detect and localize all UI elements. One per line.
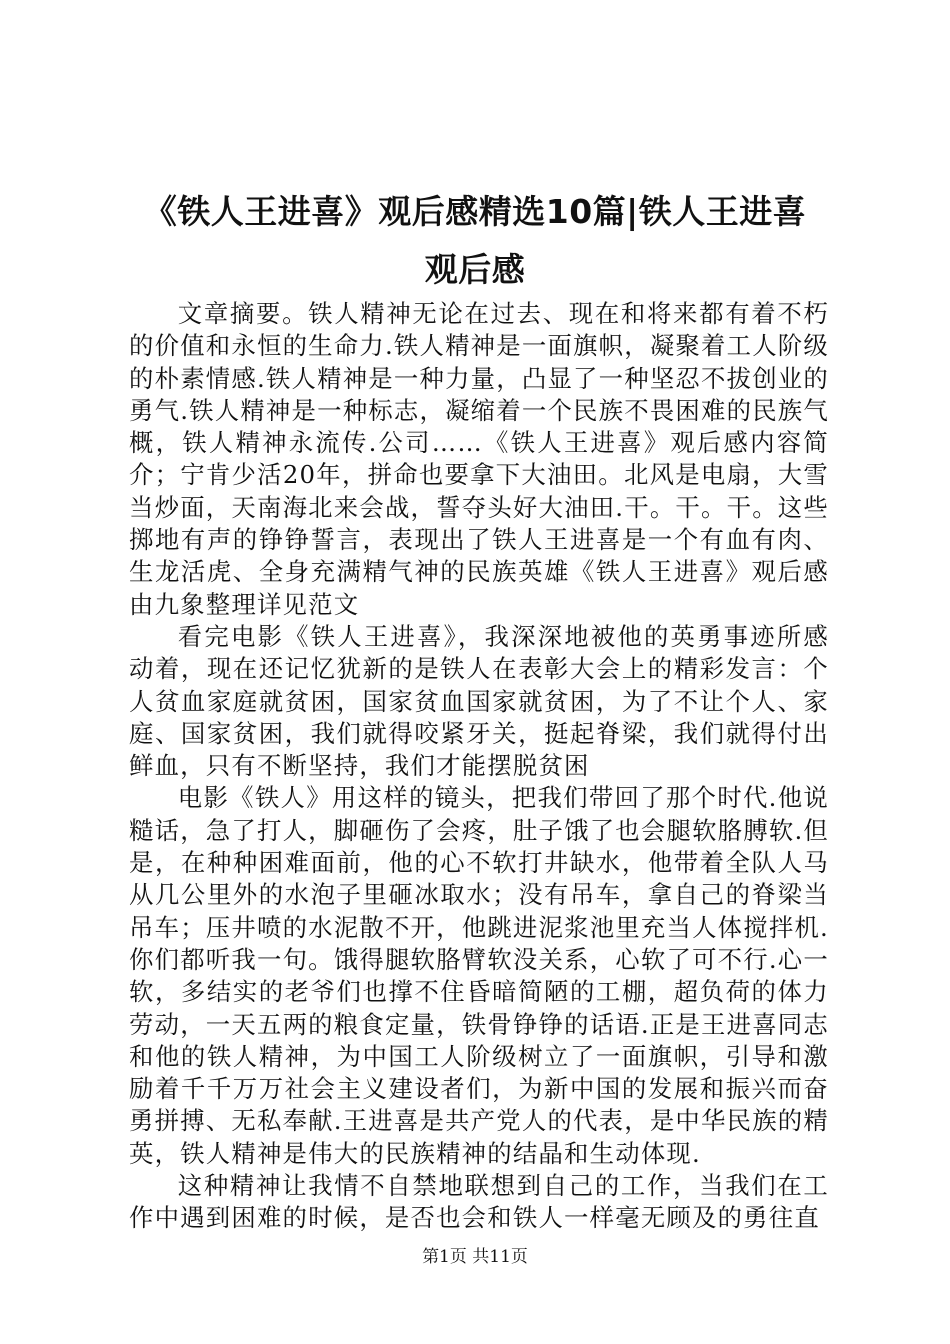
paragraph-4: 这种精神让我情不自禁地联想到自己的工作，当我们在工作中遇到困难的时候，是否也会和铁人一样毫无顾及的勇往直 (129, 1171, 829, 1233)
paragraph-1: 文章摘要。铁人精神无论在过去、现在和将来都有着不朽的价值和永恒的生命力.铁人精神是一面旗帜，凝聚着工人阶级的朴素情感.铁人精神是一种力量，凸显了一种坚忍不拔创业的勇气.铁人精神是一种标志，凝缩着一个民族不畏困难的民族气概，铁人精神永流传.公司……《铁人王进喜》观后感内容简介；宁肯少活20年，拼命也要拿下大油田。北风是电扇，大雪当炒面，天南海北来会战，誓夺头好大油田.干。干。干。这些掷地有声的铮铮誓言，表现出了铁人王进喜是一个有血有肉、生龙活虎、全身充满精气神的民族英雄《铁人王进喜》观后感由九象整理详见范文 (129, 299, 829, 619)
paragraph-2: 看完电影《铁人王进喜》，我深深地被他的英勇事迹所感动着，现在还记忆犹新的是铁人在表彰大会上的精彩发言：个人贫血家庭就贫困，国家贫血国家就贫困，为了不让个人、家庭、国家贫困，我们就得咬紧牙关，挺起脊梁，我们就得付出鲜血，只有不断坚持，我们才能摆脱贫困 (129, 621, 829, 781)
document-title-line-1: 《铁人王进喜》观后感精选10篇|铁人王进喜 (143, 192, 807, 231)
page-number-footer: 第1页 共11页 (422, 1247, 528, 1267)
document-body (129, 298, 829, 1235)
paragraph-3: 电影《铁人》用这样的镜头，把我们带回了那个时代.他说糙话，急了打人，脚砸伤了会疼，肚子饿了也会腿软胳膊软.但是，在种种困难面前，他的心不软打井缺水，他带着全队人马从几公里外的水泡子里砸冰取水；没有吊车，拿自己的脊梁当吊车；压井喷的水泥散不开，他跳进泥浆池里充当人体搅拌机.你们都听我一句。饿得腿软胳臂软没关系，心软了可不行.心一软，多结实的老爷们也撑不住昏暗简陋的工棚，超负荷的体力劳动，一天五两的粮食定量，铁骨铮铮的话语.正是王进喜同志和他的铁人精神，为中国工人阶级树立了一面旗帜，引导和激励着千千万万社会主义建设者们，为新中国的发展和振兴而奋勇拼搏、无私奉献.王进喜是共产党人的代表，是中华民族的精英，铁人精神是伟大的民族精神的结晶和生动体现. (129, 783, 829, 1168)
document-title-line-2: 观后感 (424, 250, 526, 289)
